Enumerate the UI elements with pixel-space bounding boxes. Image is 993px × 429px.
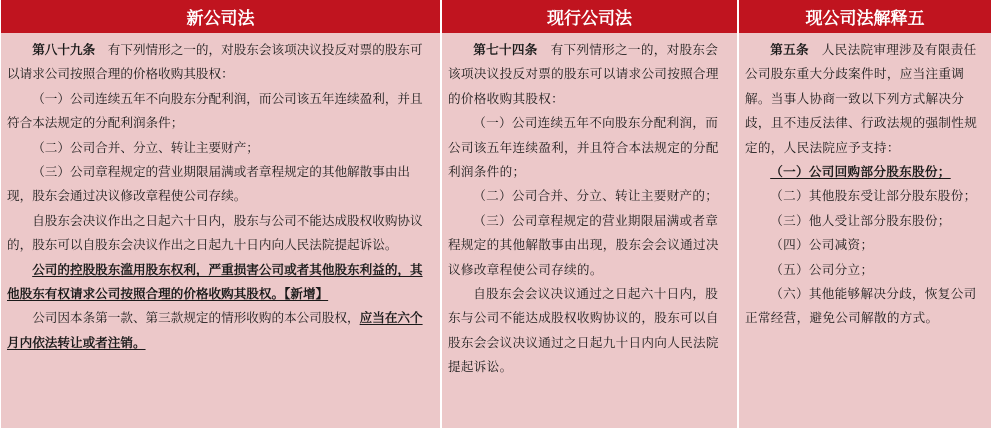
header-new-company-law: 新公司法 [1, 0, 442, 33]
article-intro-text: 有下列情形之一的，对股东会该项决议投反对票的股东可以请求公司按照合理的价格收购其股权： [448, 42, 719, 106]
article-number: 第八十九条 [32, 42, 96, 57]
item-1: （一）公司连续五年不向股东分配利润，而公司该五年连续盈利，并且符合本法规定的分配利润条件； [7, 90, 423, 131]
item-2: （二）公司合并、分立、转让主要财产； [32, 139, 259, 155]
item-2: （二）公司合并、分立、转让主要财产的； [473, 188, 719, 204]
item-1: （一）公司连续五年不向股东分配利润，而公司该五年连续盈利，并且符合本法规定的分配利润条件的； [448, 115, 719, 180]
article-intro [448, 38, 730, 111]
last-paragraph-emphasis: 应当在六个月内依法转让或者注销。 [7, 310, 423, 350]
last-paragraph [7, 306, 433, 355]
item-1: （一）公司回购部分股东股份； [770, 164, 951, 180]
deadline-paragraph: 自股东会会议决议通过之日起六十日内，股东与公司不能达成股权收购协议的，股东可以自股东会会议决议通过之日起九十日内向人民法院提起诉讼。 [448, 286, 719, 375]
article-intro-text: 有下列情形之一的，对股东会该项决议投反对票的股东可以请求公司按照合理的价格收购其股权： [7, 42, 423, 82]
item-3: （三）他人受让部分股东股份； [770, 212, 951, 228]
article-intro [7, 38, 433, 87]
item-4: （四）公司减资； [770, 237, 874, 253]
interpretation-column [739, 33, 991, 428]
item-3: （三）公司章程规定的营业期限届满或者章程规定的其他解散事由出现，股东会通过决议修改章程使公司存续。 [7, 164, 410, 204]
law-comparison-table [1, 0, 991, 428]
header-interpretation-five: 现公司法解释五 [739, 0, 991, 33]
header-row [1, 0, 991, 33]
content-row [1, 33, 991, 428]
new-law-column [1, 33, 442, 428]
current-law-column [442, 33, 739, 428]
new-provision-paragraph: 公司的控股股东滥用股东权利，严重损害公司或者其他股东利益的，其他股东有权请求公司按照合理的价格收购其股权。【新增】 [7, 261, 423, 302]
item-3: （三）公司章程规定的营业期限届满或者章程规定的其他解散事由出现，股东会会议通过决议修改章程使公司存续的。 [448, 212, 719, 277]
item-6: （六）其他能够解决分歧，恢复公司正常经营，避免公司解散的方式。 [745, 286, 977, 326]
article-intro-text: 人民法院审理涉及有限责任公司股东重大分歧案件时，应当注重调解。当事人协商一致以下列方式解决分歧，且不违反法律、行政法规的强制性规定的，人民法院应予支持： [745, 42, 978, 155]
last-paragraph-text: 公司因本条第一款、第三款规定的情形收购的本公司股权， [32, 310, 360, 326]
article-number: 第七十四条 [473, 42, 538, 57]
article-intro [745, 38, 984, 160]
deadline-paragraph: 自股东会决议作出之日起六十日内，股东与公司不能达成股权收购协议的，股东可以自股东会决议作出之日起九十日内向人民法院提起诉讼。 [7, 212, 423, 253]
article-number: 第五条 [770, 42, 809, 57]
header-current-company-law: 现行公司法 [442, 0, 739, 33]
item-5: （五）公司分立； [770, 261, 874, 277]
item-2: （二）其他股东受让部分股东股份； [770, 188, 977, 204]
